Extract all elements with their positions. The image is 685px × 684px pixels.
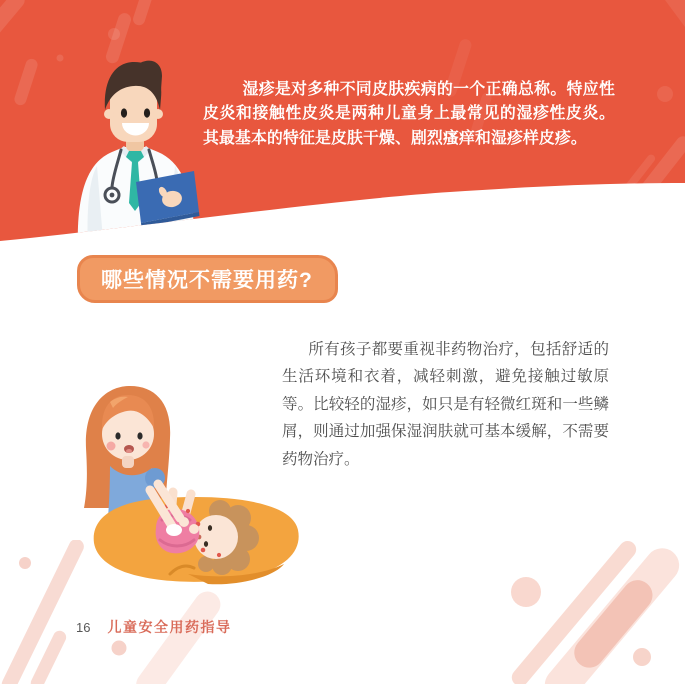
section-paragraph: 所有孩子都要重视非药物治疗，包括舒适的生活环境和衣着，减轻刺激，避免接触过敏原等。比较轻的湿疹，如只是有轻微红斑和一些鳞屑，则通过加强保湿润肤就可基本缓解，不需要药物治疗。	[282, 341, 609, 468]
page-footer	[76, 617, 231, 637]
hero-paragraph: 湿疹是对多种不同皮肤疾病的一个正确总称。特应性皮炎和接触性皮炎是两种儿童身上最常见的湿疹性皮炎。其最基本的特征是皮肤干燥、剧烈瘙痒和湿疹样皮疹。	[203, 81, 615, 147]
section-heading: 哪些情况不需要用药?	[101, 269, 313, 292]
mother-baby-illustration	[70, 378, 310, 596]
bottom-right-decoration	[430, 520, 685, 684]
footer-title: 儿童安全用药指导	[107, 619, 232, 635]
section-heading-badge	[77, 255, 338, 303]
page-number: 16	[76, 620, 91, 635]
